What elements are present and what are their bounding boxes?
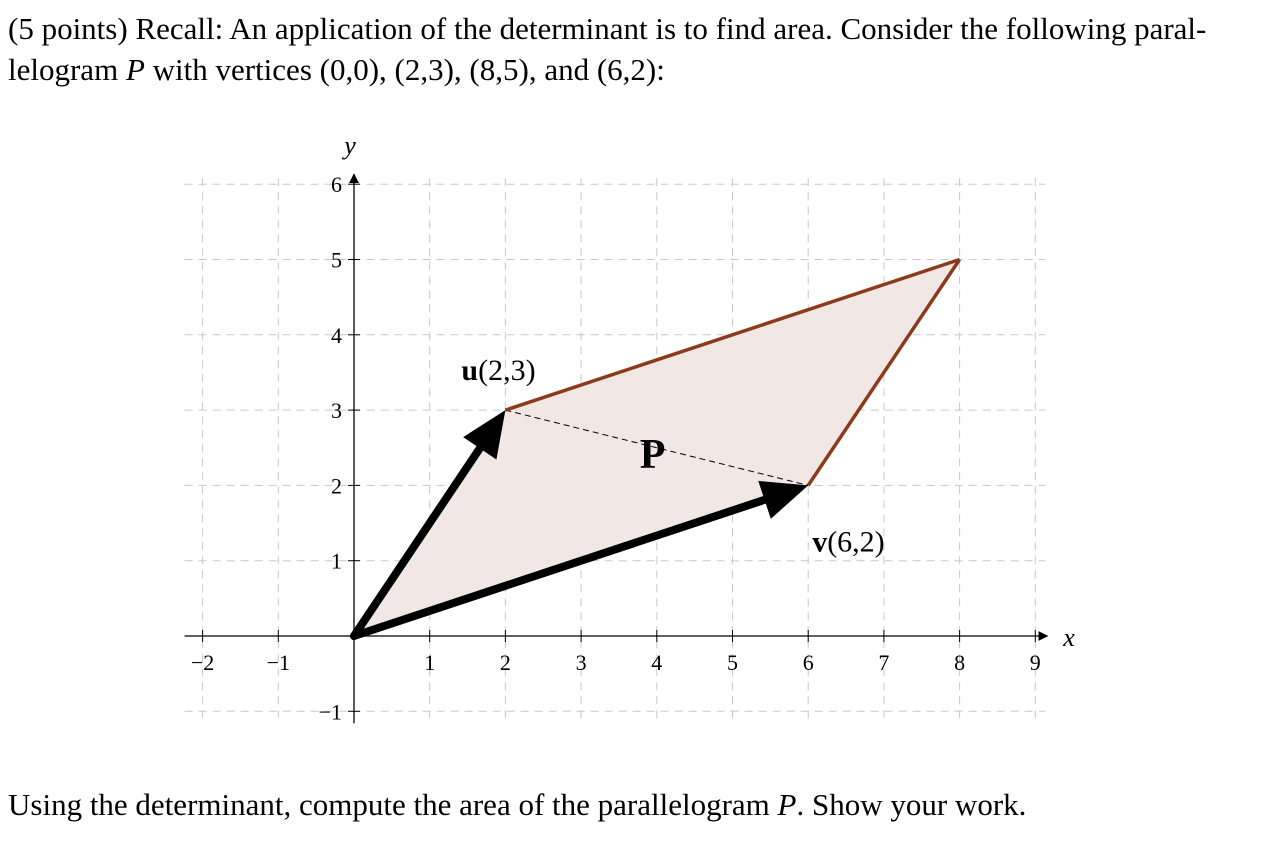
y-tick-label: 4 xyxy=(331,322,342,348)
x-tick-label: 9 xyxy=(1029,650,1041,675)
y-tick-label: 6 xyxy=(331,172,342,198)
question-text xyxy=(8,786,1268,824)
problem-lead: Recall: An application of the determinant is to find area. Consider the following paral- xyxy=(135,11,1207,46)
x-tick-label: 1 xyxy=(424,650,436,675)
points-label: (5 points) xyxy=(8,11,128,46)
y-axis-label: y xyxy=(344,131,356,161)
x-axis-label: x xyxy=(1063,623,1075,652)
x-tick-label: 5 xyxy=(727,650,738,675)
y-tick-label: 5 xyxy=(331,247,342,273)
x-tick-label: 6 xyxy=(802,650,814,675)
problem-vertices: with vertices (0,0), (2,3), (8,5), and (6,2): xyxy=(144,52,665,87)
question-pre: Using the determinant, compute the area of the parallelogram xyxy=(8,787,778,822)
question-post: . Show your work. xyxy=(796,787,1027,822)
x-tick-label: 8 xyxy=(954,650,966,675)
vector-u-label: u(2,3) xyxy=(461,354,536,388)
vector-v-label: v(6,2) xyxy=(812,525,885,559)
x-tick-label: 4 xyxy=(651,650,663,675)
y-tick-label: 3 xyxy=(331,398,342,424)
y-tick-label: −1 xyxy=(318,699,342,725)
x-tick-label: 2 xyxy=(499,650,511,675)
problem-line2-pre: lelogram xyxy=(8,52,126,87)
x-tick-label: −2 xyxy=(190,650,215,675)
question-symbol: P xyxy=(777,787,797,822)
y-tick-label: 2 xyxy=(331,473,342,499)
x-tick-label: 3 xyxy=(575,650,587,675)
y-tick-label: 1 xyxy=(331,548,342,574)
x-tick-label: 7 xyxy=(878,650,890,675)
region-label-p: P xyxy=(639,431,666,478)
parallelogram-symbol: P xyxy=(125,52,145,87)
x-tick-label: −1 xyxy=(266,650,291,675)
